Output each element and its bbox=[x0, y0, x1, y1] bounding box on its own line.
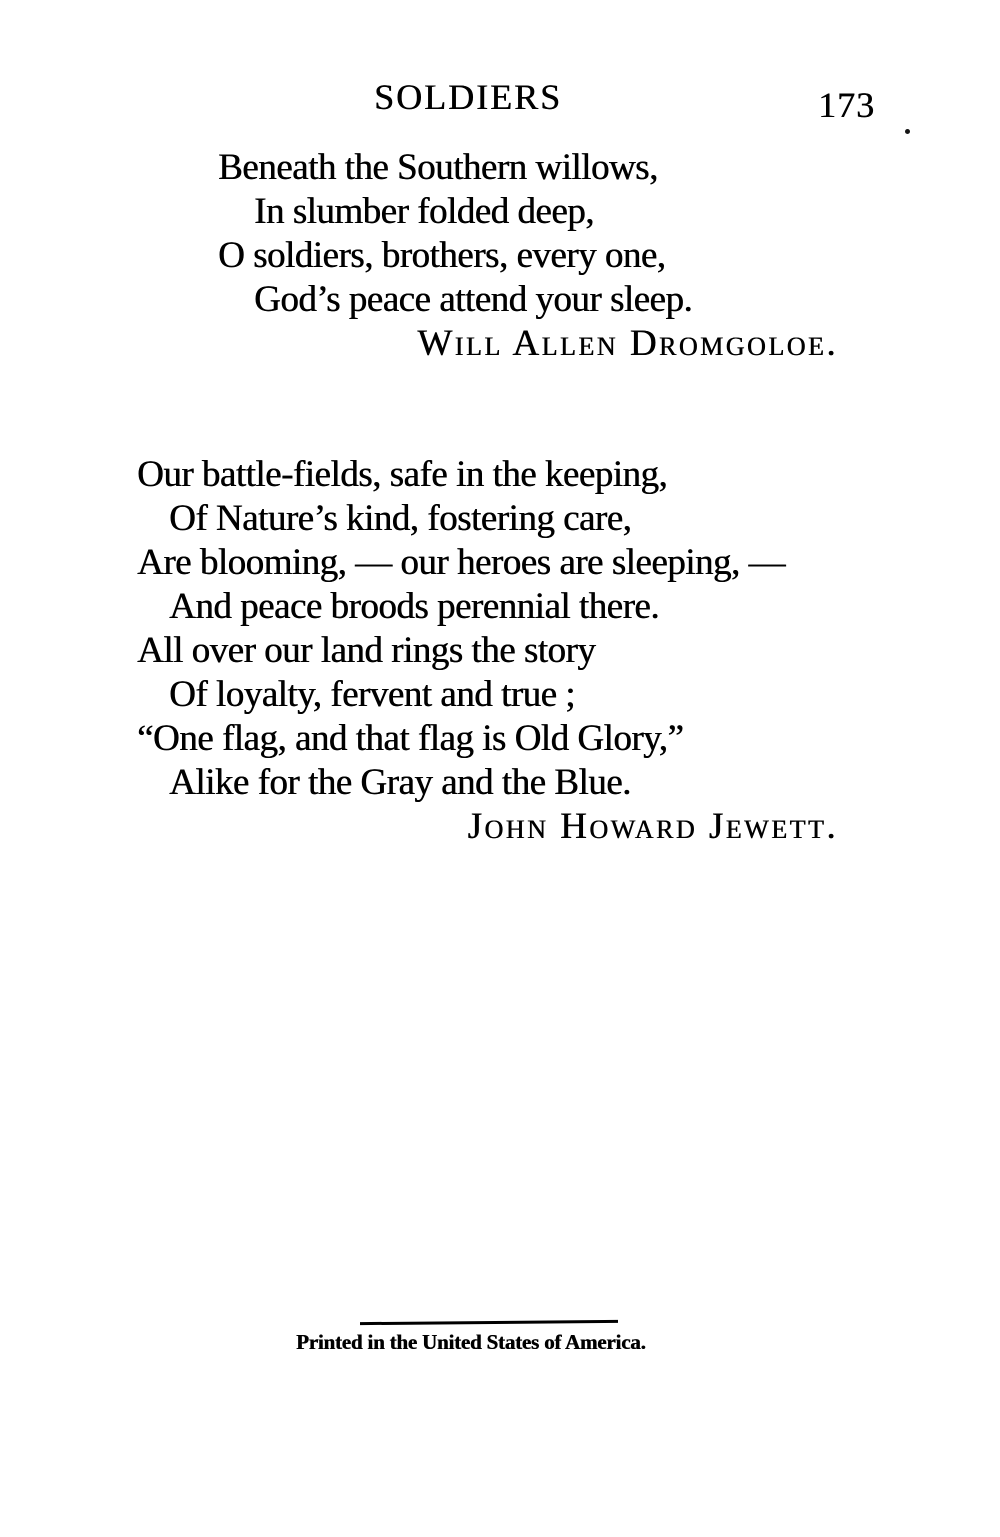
poem-line: And peace broods perennial there. bbox=[169, 586, 659, 627]
poem-stanza-2 bbox=[137, 453, 838, 849]
footer-rule bbox=[360, 1320, 618, 1325]
page-title: SOLDIERS bbox=[374, 77, 563, 117]
poem-line: Of Nature’s kind, fostering care, bbox=[169, 498, 632, 539]
poem-attribution: Will Allen Dromgoloe. bbox=[417, 323, 838, 364]
poem-line: Our battle-fields, safe in the keeping, bbox=[137, 454, 668, 495]
poem-line: God’s peace attend your sleep. bbox=[254, 279, 693, 320]
poem-line: In slumber folded deep, bbox=[254, 191, 594, 232]
poem-line: Are blooming, — our heroes are sleeping, — bbox=[137, 542, 785, 583]
poem-line: All over our land rings the story bbox=[137, 630, 596, 671]
scan-speck bbox=[905, 129, 910, 134]
poem-attribution: John Howard Jewett. bbox=[467, 806, 838, 847]
poem-line: “One flag, and that flag is Old Glory,” bbox=[137, 718, 684, 759]
poem-line: Of loyalty, fervent and true ; bbox=[169, 674, 575, 715]
imprint-text: Printed in the United States of America. bbox=[296, 1330, 646, 1354]
poem-line: O soldiers, brothers, every one, bbox=[218, 235, 666, 276]
page-number: 173 bbox=[818, 85, 875, 125]
poem-stanza-1 bbox=[218, 146, 838, 366]
poem-line: Alike for the Gray and the Blue. bbox=[169, 762, 631, 803]
poem-line: Beneath the Southern willows, bbox=[218, 147, 658, 188]
